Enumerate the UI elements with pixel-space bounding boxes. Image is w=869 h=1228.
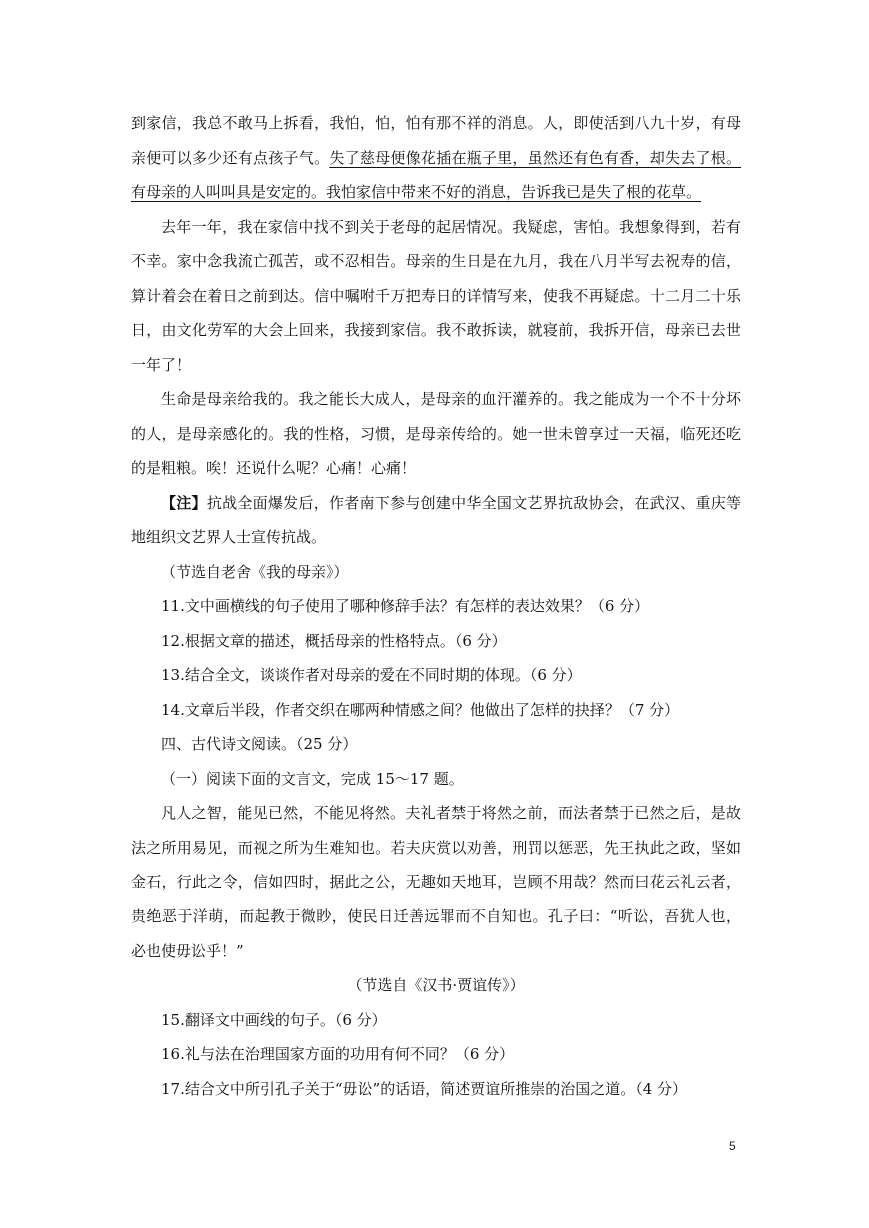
text-line: 的是粗粮。唉！还说什么呢？心痛！心痛！ xyxy=(131,459,417,477)
text-line: 的人，是母亲感化的。我的性格，习惯，是母亲传给的。她一世未曾享过一天福，临死还吃 xyxy=(131,425,741,443)
note-label: 【注】 xyxy=(161,494,207,512)
text-line: 去年一年，我在家信中找不到关于老母的起居情况。我疑虑，害怕。我想象得到，若有 xyxy=(161,218,741,236)
question-16: 16.礼与法在治理国家方面的功用有何不同？（6 分） xyxy=(161,1045,515,1063)
question-11: 11.文中画横线的句子使用了哪种修辞手法？有怎样的表达效果？（6 分） xyxy=(161,597,650,615)
text-line: 到家信，我总不敢马上拆看，我怕，怕，怕有那不祥的消息。人，即使活到八九十岁，有母 xyxy=(131,114,741,132)
text-line: 算计着会在着日之前到达。信中嘱咐千万把寿日的详情写来，使我不再疑虑。十二月二十乐 xyxy=(131,287,741,305)
section-heading: 四、古代诗文阅读。（25 分） xyxy=(161,735,358,753)
source-citation: （节选自老舍《我的母亲》） xyxy=(161,563,349,581)
question-14: 14.文章后半段，作者交织在哪两种情感之间？他做出了怎样的抉择？（7 分） xyxy=(161,701,680,719)
text-line: 法之所用易见，而视之所为生难知也。若夫庆赏以劝善，刑罚以惩恶，先王执此之政，坚如 xyxy=(131,839,741,857)
subsection-heading: （一）阅读下面的文言文，完成 15～17 题。 xyxy=(161,770,464,788)
question-12: 12.根据文章的描述，概括母亲的性格特点。（6 分） xyxy=(161,632,507,650)
question-15: 15.翻译文中画线的句子。（6 分） xyxy=(161,1011,387,1029)
text-line: 金石，行此之令，信如四时，据此之公，无趣如天地耳，岂顾不用哉？然而曰花云礼云者， xyxy=(131,873,741,891)
text-segment: 亲便可以多少还有点孩子气。 xyxy=(131,149,330,167)
note-text: 抗战全面爆发后，作者南下参与创建中华全国文艺界抗敌协会，在武汉、重庆等 xyxy=(206,494,741,512)
text-line: 不幸。家中念我流亡孤苦，或不忍相告。母亲的生日是在九月，我在八月半写去祝寿的信， xyxy=(131,252,741,270)
underlined-sentence: 有母亲的人叫叫具是安定的。我怕家信中带来不好的消息，告诉我已是失了根的花草。 xyxy=(131,183,702,201)
note-line xyxy=(161,493,741,513)
text-line: 凡人之智，能见已然，不能见将然。夫礼者禁于将然之前，而法者禁于已然之后，是故 xyxy=(161,804,741,822)
question-13: 13.结合全文，谈谈作者对母亲的爱在不同时期的体现。（6 分） xyxy=(161,666,582,684)
text-line: 必也使毋讼乎！” xyxy=(131,942,244,960)
text-line: 日，由文化劳军的大会上回来，我接到家信。我不敢拆读，就寝前，我拆开信，母亲已去世 xyxy=(131,321,741,339)
text-line xyxy=(131,182,741,202)
text-line: 生命是母亲给我的。我之能长大成人，是母亲的血汗灌养的。我之能成为一个不十分坏 xyxy=(161,390,741,408)
text-line: 贵绝恶于洋萌，而起教于微眇，使民日迁善远罪而不自知也。孔子曰：“听讼，吾犹人也， xyxy=(131,907,741,925)
underlined-sentence: 失了慈母便像花插在瓶子里，虽然还有色有香，却失去了根。 xyxy=(329,149,741,167)
note-line: 地组织文艺界人士宣传抗战。 xyxy=(131,528,327,546)
page-number: 5 xyxy=(729,1139,736,1153)
text-line xyxy=(131,148,741,168)
question-17: 17.结合文中所引孔子关于“毋讼”的话语，简述贾谊所推崇的治国之道。（4 分） xyxy=(161,1080,688,1098)
source-citation: （节选自《汉书·贾谊传》） xyxy=(347,976,525,994)
text-line: 一年了！ xyxy=(131,356,192,374)
